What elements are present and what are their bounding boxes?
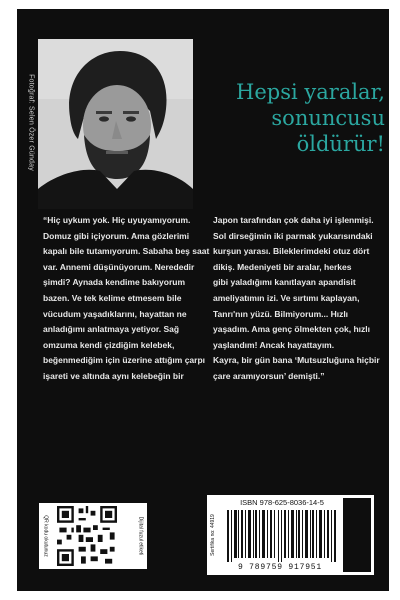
series-label-text: Sertifika no: 44919 — [210, 514, 217, 556]
blurb-line: Tanrı'nın yüzü. Bilmiyorum... Hızlı — [213, 308, 349, 319]
qr-right-label-text: Dijital fuzul etiketi — [137, 516, 144, 556]
blurb-line: yaşadım. Ama genç ölmekten çok, hızlı — [213, 324, 370, 335]
blurb-line: ameliyatımın izi. Ve sırtımı kaplayan, — [213, 292, 360, 303]
blurb-line: var. Annemi düşünüyorum. Nerededir — [43, 261, 195, 272]
blurb-line: beğenmediğim için üzerine attığım çarpı — [43, 355, 206, 366]
blurb-line: yaşlandım! Ancak hayattayım. — [213, 339, 335, 350]
isbn-label: ISBN 978-625-8036-14-5 — [240, 498, 324, 507]
headline-line: Hepsi yaralar, — [236, 80, 385, 104]
blurb-line: Domuz gibi içiyorum. Ama gözlerimi — [43, 230, 190, 241]
blurb-line: gibi yaladığımı kanıtlayan apandisit — [213, 277, 356, 288]
blurb-line: omzuma kendi çizdiğim kelebek, — [43, 339, 175, 350]
price-box — [343, 498, 371, 572]
qr-left-label-text: QR kodu okutunuz — [43, 515, 50, 557]
qr-code-icon[interactable] — [57, 506, 117, 566]
series-label — [207, 495, 219, 575]
headline-line: sonuncusu — [271, 106, 385, 130]
blurb-column-right — [213, 213, 380, 385]
qr-left-label — [39, 503, 53, 569]
book-back-cover — [17, 9, 389, 591]
qr-right-label — [133, 503, 147, 569]
barcode-digits: 9 789759 917951 — [237, 563, 322, 572]
blurb-line: anladığımı anlatmaya yetiyor. Sağ — [43, 324, 180, 335]
blurb-line: vücudum yaşadıklarını, hayattan ne — [43, 308, 187, 319]
blurb-line: Sol dirseğimin iki parmak yukarısındaki — [213, 230, 373, 241]
blurb-line: bazen. Ve tek kelime etmesem bile — [43, 292, 182, 303]
blurb-column-left — [43, 213, 209, 385]
barcode-icon — [227, 510, 337, 562]
author-photo — [38, 39, 193, 209]
blurb-line: şimdi? Aynada kendime bakıyorum — [43, 277, 186, 288]
blurb-line: kapalı bile tutamıyorum. Sabaha beş saat — [43, 246, 210, 257]
headline-line: öldürür! — [296, 132, 385, 156]
blurb-line: Japon tarafından çok daha iyi işlenmişi. — [213, 215, 374, 225]
photo-credit: Fotoğraf: Selen Özer Günday — [27, 74, 35, 171]
barcode-panel — [207, 495, 374, 575]
blurb-line: “Hiç uykum yok. Hiç uyuyamıyorum. — [43, 215, 191, 225]
qr-code-panel — [39, 503, 147, 569]
blurb-line: Kayra, bir gün bana ‘Mutsuzluğuna hiçbir — [213, 355, 380, 366]
blurb-line: işareti ve altında aynı kelebeğin bir — [43, 370, 184, 381]
blurb-line: kurşun yarası. Bileklerimdeki otuz dört — [213, 246, 370, 257]
blurb-line: dikiş. Medeniyeti bir aralar, herkes — [213, 261, 352, 272]
headline — [207, 79, 385, 157]
blurb-line: çare aramıyorsun’ demişti.” — [213, 370, 325, 381]
